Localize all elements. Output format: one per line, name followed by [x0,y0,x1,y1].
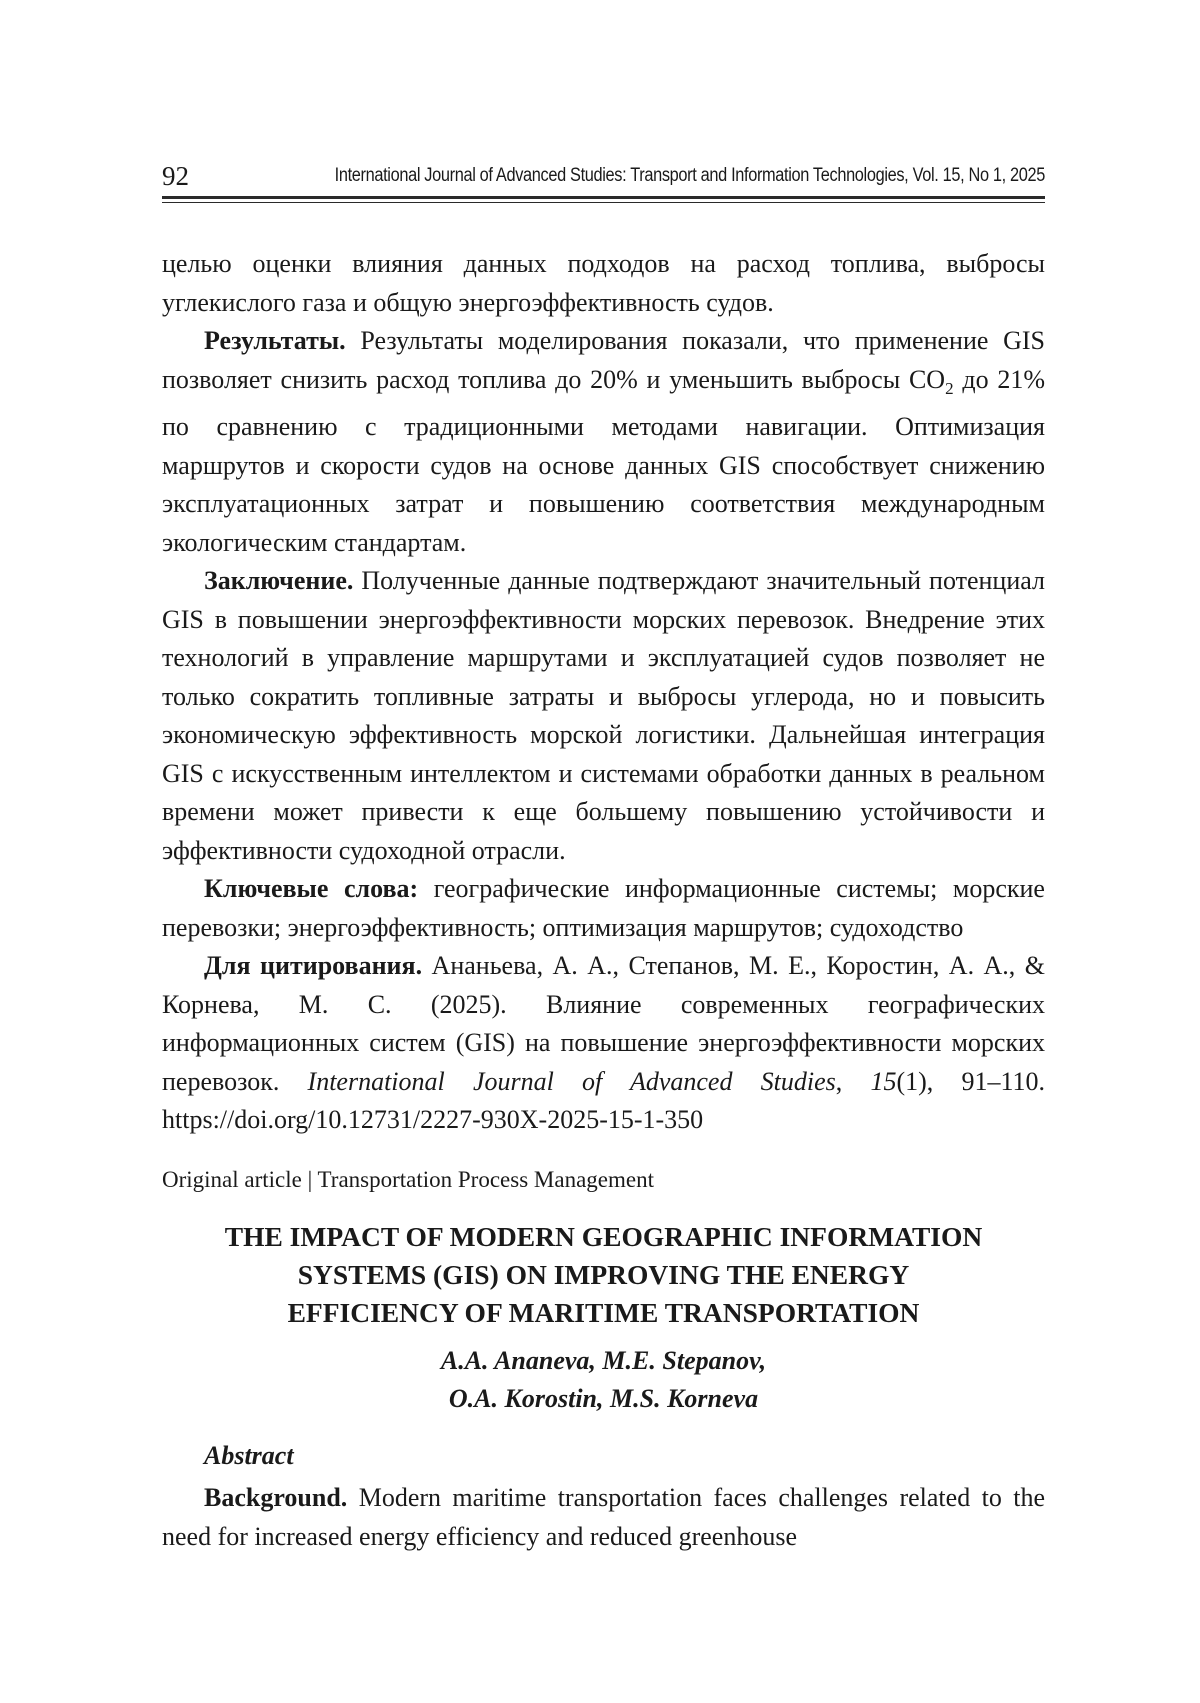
citation-label: Для цитирования. [204,951,423,981]
citation-comma: , [835,1066,871,1096]
conclusion-paragraph [162,562,1045,870]
results-text-a: Результаты моделирования показали, что применение GIS позволяет снизить расход топлива до 20% и уменьшить выбросы CO [162,326,1045,394]
background-text: Modern maritime transportation faces challenges related to the need for increased energy efficiency and reduced greenhouse [162,1483,1045,1551]
english-title [162,1218,1045,1332]
running-header [162,158,1045,194]
results-label: Результаты. [204,326,346,355]
keywords-paragraph [162,870,1045,947]
citation-text-b: (1), 91–110. https://doi.org/10.12731/2227-930X-2025-15-1-350 [162,1066,1046,1135]
journal-running-head: International Journal of Advanced Studies: Transport and Information Technologies, Vol. 15, No 1, 2025 [334,165,1045,186]
citation-text-a: Ананьева, А. А., Степанов, М. Е., Коростин, А. А., & Корнева, М. С. (2025). Влияние современных географических информационных систем (GIS) на повышение энергоэффективности морских перевозок. [162,951,1045,1096]
background-label: Background. [204,1483,348,1512]
results-paragraph [162,322,1045,562]
citation-paragraph [162,947,1045,1140]
abstract-heading: Abstract [204,1441,294,1470]
english-abstract [162,1479,1045,1556]
conclusion-label: Заключение. [204,566,354,596]
title-line: SYSTEMS (GIS) ON IMPROVING THE ENERGY [297,1259,910,1290]
method-continuation: целью оценки влияния данных подходов на расход топлива, выбросы углекислого газа и общую энергоэффективность судов. [162,249,1045,317]
citation-journal: International Journal of Advanced Studies [307,1066,836,1096]
keywords-text: географические информационные системы; морские перевозки; энергоэффективность; оптимизация маршрутов; судоходство [162,874,1045,942]
conclusion-text: Полученные данные подтверждают значительный потенциал GIS в повышении энергоэффективности морских перевозок. Внедрение этих технологий в управление маршрутами и эксплуатацией судов позволяет не только сократить топливные затраты и выбросы углерода, но и повысить экономическую эффективность морской логистики. Дальнейшая интеграция GIS с искусственным интеллектом и системами обработки данных в реальном времени может привести к еще большему повышению устойчивости и эффективности судоходной отрасли. [162,566,1045,865]
background-paragraph [162,1479,1045,1556]
title-line: THE IMPACT OF MODERN GEOGRAPHIC INFORMATION [224,1221,983,1252]
article-category: Original article | Transportation Process Management [162,1167,654,1192]
keywords-label: Ключевые слова: [204,874,419,904]
results-text-b: до 21% по сравнению с традиционными методами навигации. Оптимизация маршрутов и скорости судов на основе данных GIS способствует снижению эксплуатационных затрат и повышению соответствия международным экологическим стандартам. [162,364,1045,557]
header-rule-thick [162,196,1045,199]
header-rule-thin [162,202,1045,203]
page-number: 92 [162,161,189,191]
citation-volume: 15 [870,1066,897,1096]
russian-abstract [162,245,1045,1140]
author-line: O.A. Korostin, M.S. Korneva [448,1384,759,1413]
english-authors [162,1342,1045,1418]
title-line: EFFICIENCY OF MARITIME TRANSPORTATION [287,1297,920,1328]
author-line: A.A. Ananeva, M.E. Stepanov, [440,1346,767,1375]
co2-subscript: 2 [945,378,954,398]
